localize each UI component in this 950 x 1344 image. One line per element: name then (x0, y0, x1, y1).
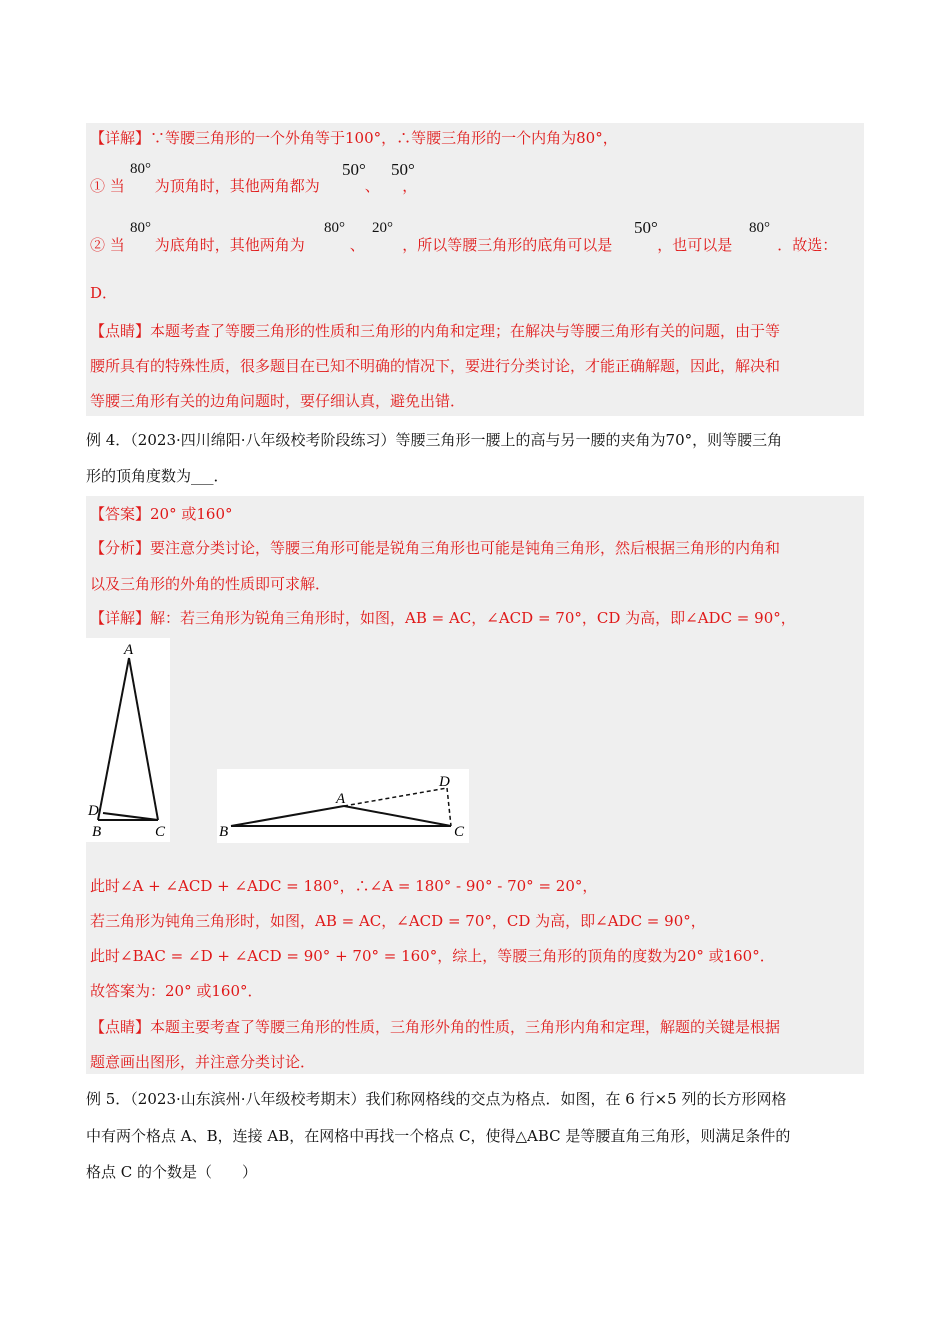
ex3-case2-val-4: 50° (634, 218, 658, 237)
ex4-step-4: 故答案为：20° 或160°． (90, 982, 263, 1000)
ex3-solution-block (86, 123, 864, 416)
label-a: A (124, 642, 134, 658)
label-d: D (88, 803, 99, 819)
ex3-comment-line-3: 等腰三角形有关的边角问题时，要仔细认真，避免出错． (90, 392, 466, 410)
ex4-analysis-line-1: 【分析】要注意分类讨论，等腰三角形可能是锐角三角形也可能是钝角三角形，然后根据三角形的内角和 (90, 539, 781, 557)
ex3-comment-line-1: 【点睛】本题考查了等腰三角形的性质和三角形的内角和定理；在解决与等腰三角形有关的问题，由于等 (90, 322, 781, 340)
ex4-comment-line-2: 题意画出图形，并注意分类讨论． (90, 1053, 316, 1071)
ex4-question-line-2: 形的顶角度数为___． (86, 467, 229, 485)
ex4-step-1: 此时∠A + ∠ACD + ∠ADC = 180°，∴∠A = 180° - 90° - 70° = 20°， (90, 877, 598, 895)
ex3-case1-line: ① 当 为顶角时，其他两角都为 、 ， (90, 177, 418, 195)
ex3-case2-val-1: 80° (130, 220, 151, 236)
ex5-question-line-1: 例 5．（2023·山东滨州·八年级校考期末）我们称网格线的交点为格点．如图，在 6 行×5 列的长方形网格 (86, 1090, 787, 1108)
ex5-question-line-2: 中有两个格点 A、B，连接 AB，在网格中再找一个格点 C，使得△ABC 是等腰直角三角形，则满足条件的 (86, 1127, 791, 1145)
ex4-analysis-line-2: 以及三角形的外角的性质即可求解． (90, 575, 331, 593)
figure-obtuse-triangle (217, 769, 469, 843)
ex3-case1-val-3: 50° (391, 160, 415, 179)
ex3-answer-letter: D． (90, 284, 118, 302)
label-d: D (439, 774, 450, 790)
ex3-detail-line: 【详解】∵等腰三角形的一个外角等于100°，∴等腰三角形的一个内角为80°， (90, 129, 618, 147)
ex3-case1-val-2: 50° (342, 160, 366, 179)
label-c: C (454, 824, 465, 840)
label-a: A (336, 791, 346, 807)
ex3-case2-val-5: 80° (749, 220, 770, 236)
ex3-case1-val-1: 80° (130, 161, 151, 177)
label-b: B (92, 824, 102, 840)
ex3-comment-line-2: 腰所具有的特殊性质，很多题目在已知不明确的情况下，要进行分类讨论，才能正确解题，因此，解决和 (90, 357, 781, 375)
ex4-answer: 【答案】20° 或160° (90, 505, 233, 523)
figure-acute-triangle (86, 638, 170, 842)
label-c: C (155, 824, 166, 840)
ex4-detail-line-1: 【详解】解：若三角形为锐角三角形时，如图，AB = AC，∠ACD = 70°，CD 为高，即∠ADC = 90°， (90, 609, 796, 627)
ex3-case2-val-2: 80° (324, 220, 345, 236)
ex4-comment-line-1: 【点睛】本题主要考查了等腰三角形的性质，三角形外角的性质，三角形内角和定理，解题的关键是根据 (90, 1018, 781, 1036)
label-b: B (219, 824, 229, 840)
ex4-question-line-1: 例 4．（2023·四川绵阳·八年级校考阶段练习）等腰三角形一腰上的高与另一腰的夹角为70°，则等腰三角 (86, 431, 783, 449)
ex3-case2-line: ② 当 为底角时，其他两角为 、 ，所以等腰三角形的底角可以是 ，也可以是 ．故选： (90, 236, 838, 254)
ex5-question-line-3: 格点 C 的个数是（ ） (86, 1163, 258, 1181)
ex4-step-3: 此时∠BAC = ∠D + ∠ACD = 90° + 70° = 160°，综上，等腰三角形的顶角的度数为20° 或160°． (90, 947, 775, 965)
ex3-case2-val-3: 20° (372, 220, 393, 236)
ex4-step-2: 若三角形为钝角三角形时，如图，AB = AC，∠ACD = 70°，CD 为高，即∠ADC = 90°， (90, 912, 706, 930)
